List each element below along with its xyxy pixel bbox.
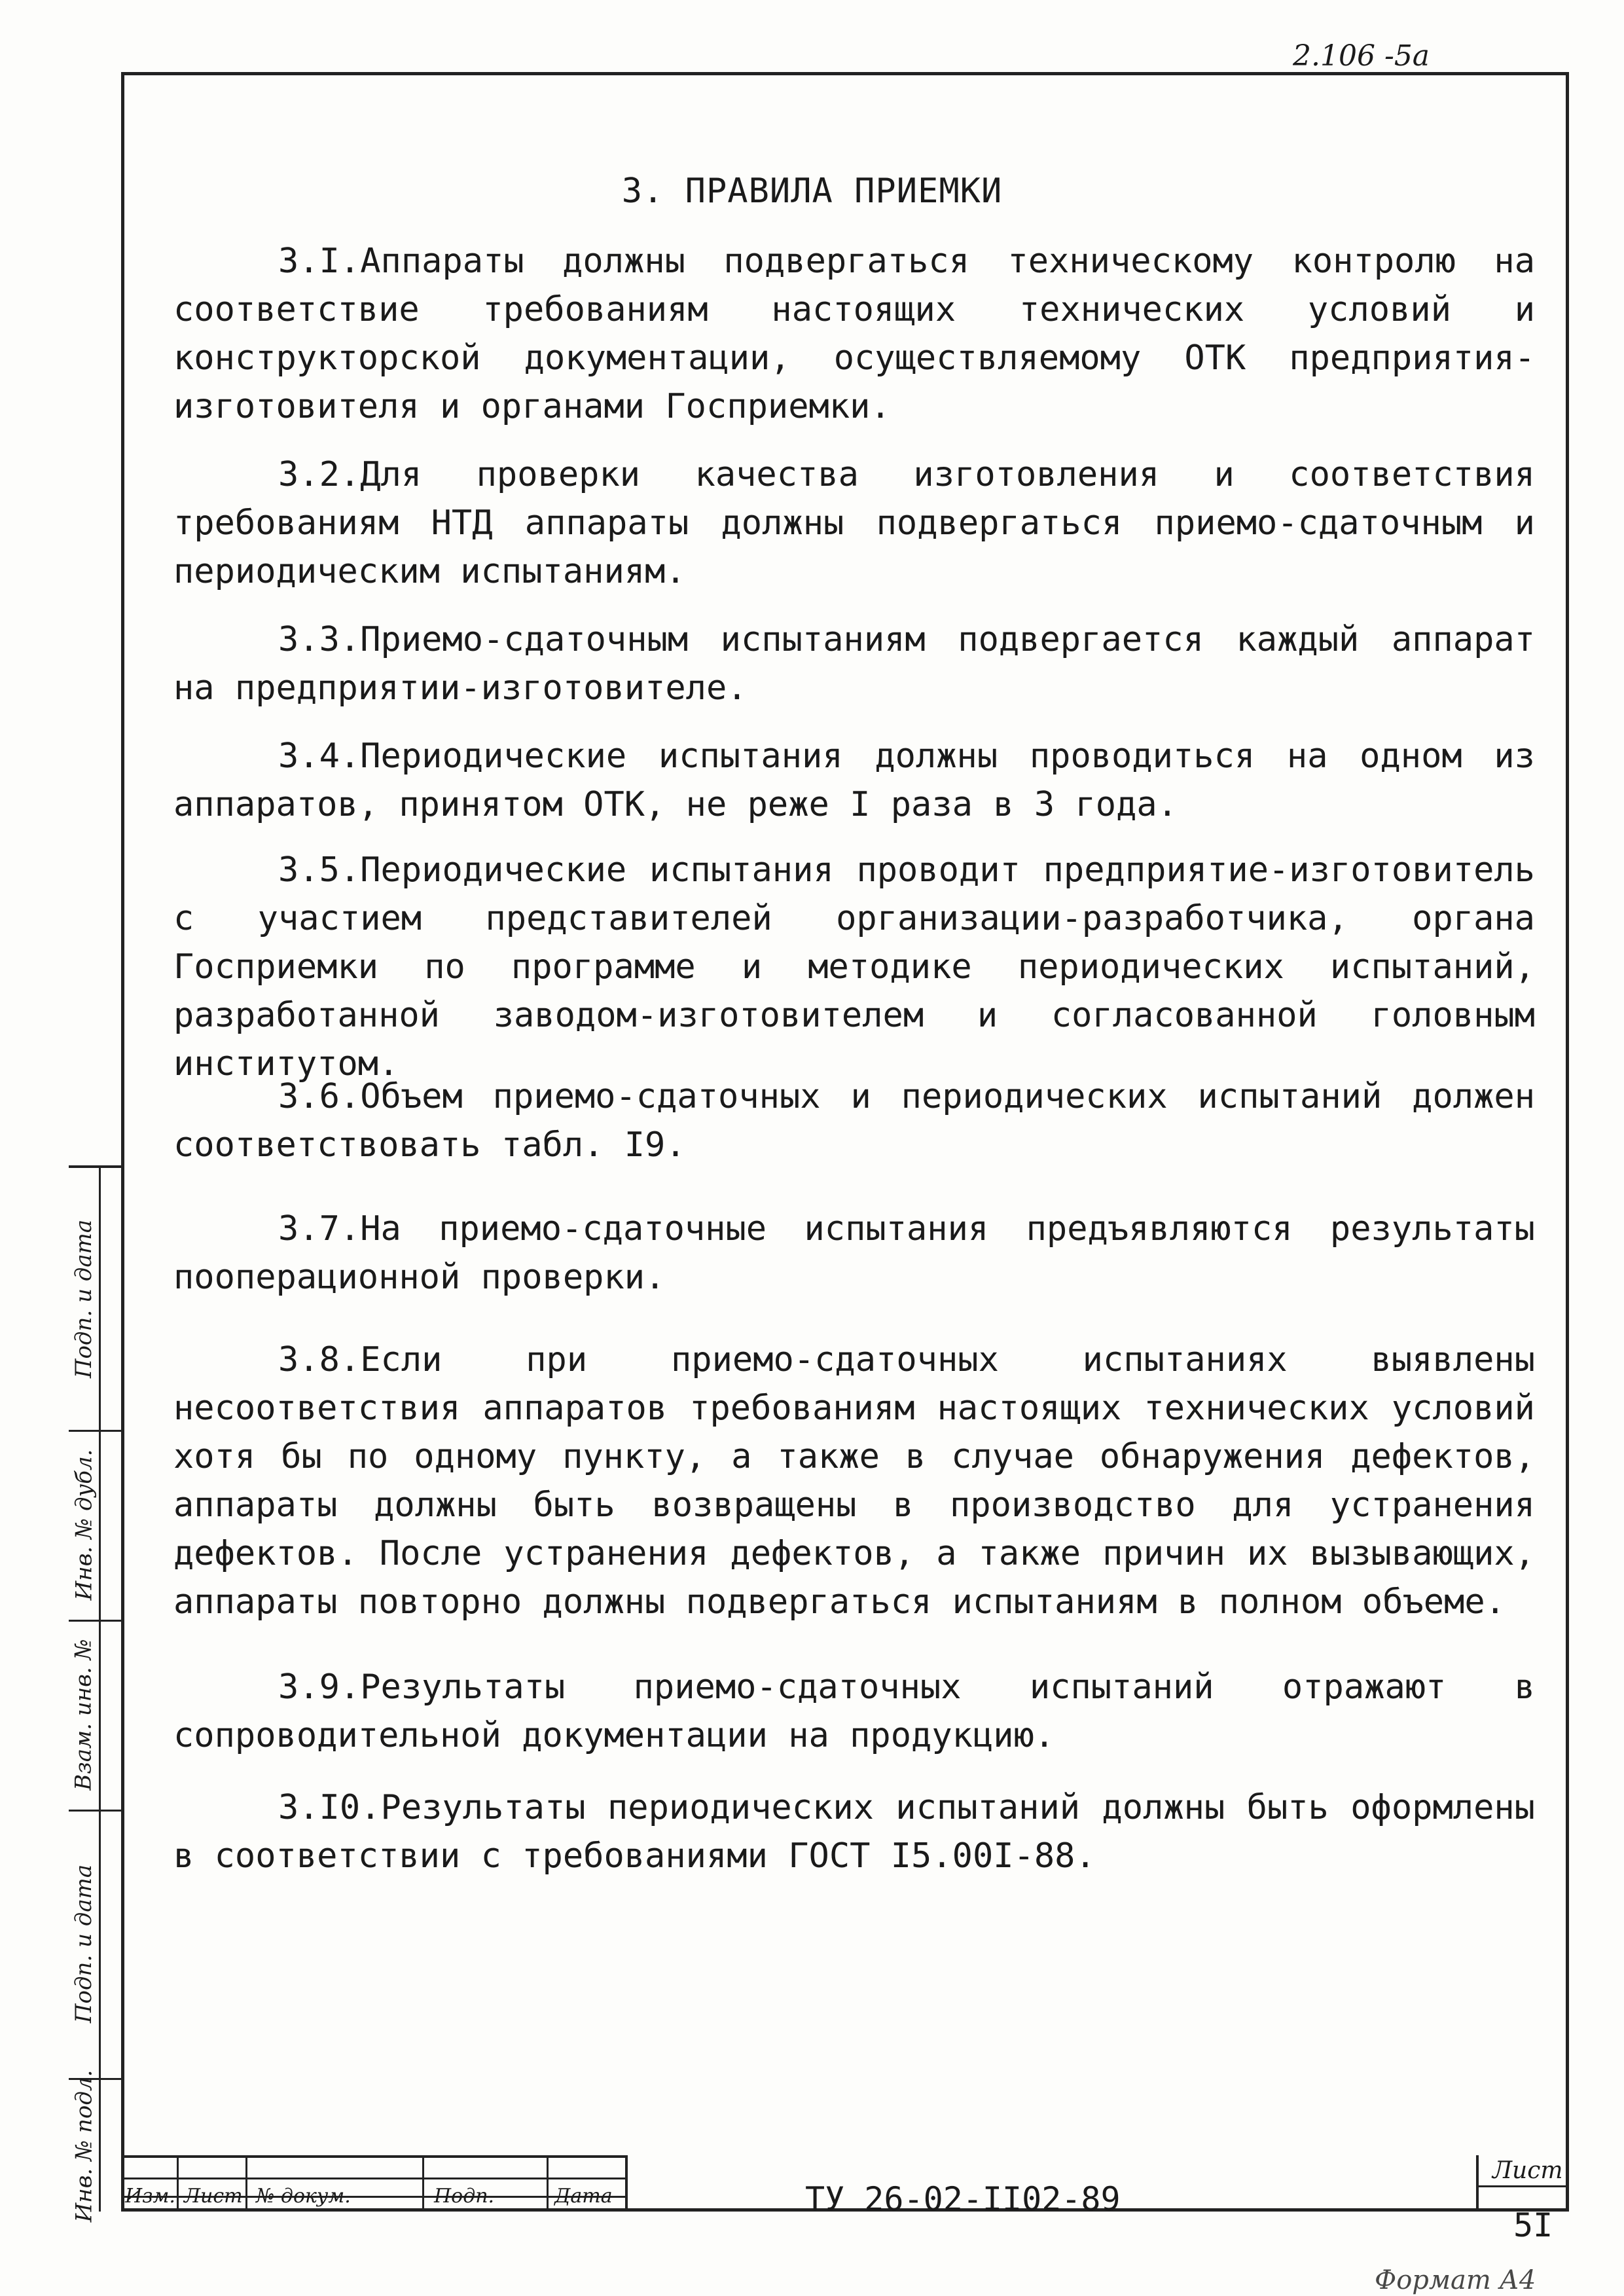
title-block-col-label: Подп.: [434, 2185, 495, 2208]
side-strip: [69, 1165, 121, 2223]
section-title: 3. ПРАВИЛА ПРИЕМКИ: [621, 172, 1003, 211]
paragraph-3-5: 3.5.Периодические испытания проводит предприятие-изготовитель с участием представителей организации-разработчика, органа Госприемки по программе и методике периодических испытаний, разработанной заводом-изготовителем и согласованной головным институтом.: [173, 850, 1535, 1084]
paragraph-3-4: 3.4.Периодические испытания должны проводиться на одном из аппаратов, принятом ОТК, не реже I раза в 3 года.: [173, 737, 1535, 824]
title-block-rule: [422, 2155, 424, 2212]
title-block-col-label: Лист: [184, 2185, 243, 2208]
title-block-rule: [625, 2155, 628, 2212]
title-block-rule: [121, 2155, 625, 2158]
title-block-rule: [177, 2155, 179, 2212]
side-strip-label: Подп. и дата: [71, 1219, 97, 1379]
paragraph-3-1: 3.I.Аппараты должны подвергаться техническому контролю на соответствие требованиям настоящих технических условий и конструкторской документации, осуществляемому ОТК предприятия-изготовителя и органами Госприемки.: [173, 242, 1535, 426]
side-strip-label: Инв. № дубл.: [71, 1449, 98, 1601]
document-code: ТУ 26-02-II02-89: [805, 2180, 1121, 2218]
title-block-col-label: № докум.: [256, 2185, 351, 2208]
side-strip-label: Подп. и дата: [71, 1864, 97, 2024]
paragraph-3-8: 3.8.Если при приемо-сдаточных испытаниях выявлены несоответствия аппаратов требованиям настоящих технических условий хотя бы по одному пункту, а также в случае обнаружения дефектов, аппараты должны быть возвращены в производство для устранения дефектов. После устранения дефектов, а также причин их вызывающих, аппараты повторно должны подвергаться испытаниям в полном объеме.: [173, 1340, 1535, 1622]
title-block-rule: [547, 2155, 549, 2212]
title-block-rule: [245, 2155, 247, 2212]
side-strip-divider: [99, 1168, 101, 2212]
document-number: 2.106 -5а: [1293, 39, 1434, 75]
paragraph-3-3: 3.3.Приемо-сдаточным испытаниям подвергается каждый аппарат на предприятии-изготовителе.: [173, 620, 1535, 708]
title-block-col-label: Дата: [554, 2185, 613, 2208]
title-block-rule: [121, 2178, 625, 2179]
title-block-col-label: Изм.: [125, 2185, 175, 2208]
paragraph-3-7: 3.7.На приемо-сдаточные испытания предъявляются результаты пооперационной проверки.: [173, 1209, 1535, 1297]
title-block-rule: [1476, 2155, 1479, 2212]
sheet-label: Лист: [1492, 2157, 1563, 2184]
sheet-number: 5I: [1513, 2206, 1553, 2244]
paragraph-3-6: 3.6.Объем приемо-сдаточных и периодических испытаний должен соответствовать табл. I9.: [173, 1077, 1535, 1165]
side-strip-label: Инв. № подл.: [71, 2069, 97, 2223]
title-block-rule: [1476, 2185, 1569, 2187]
side-strip-label: Взам. инв. №: [71, 1639, 98, 1791]
paragraph-3-10: 3.I0.Результаты периодических испытаний должны быть оформлены в соответствии с требованиями ГОСТ I5.00I-88.: [173, 1788, 1535, 1876]
paragraph-3-2: 3.2.Для проверки качества изготовления и соответствия требованиям НТД аппараты должны подвергаться приемо-сдаточным и периодическим испытаниям.: [173, 455, 1535, 591]
format-mark: Формат А4: [1375, 2265, 1536, 2295]
paragraph-3-9: 3.9.Результаты приемо-сдаточных испытаний отражают в сопроводительной документации на продукцию.: [173, 1667, 1535, 1755]
